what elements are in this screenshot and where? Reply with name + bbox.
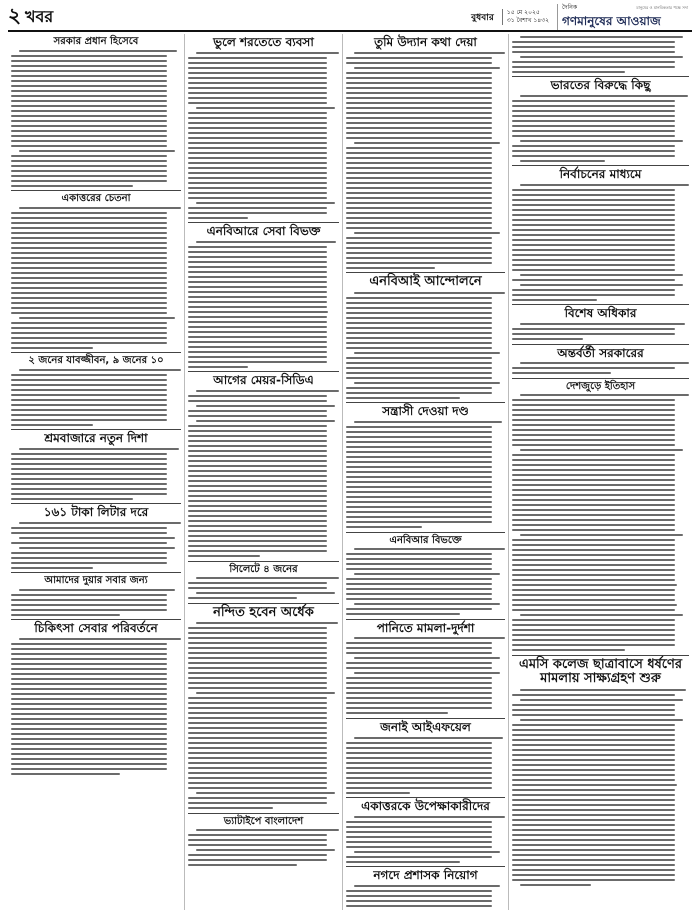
date-block bbox=[128, 4, 557, 30]
article-headline[interactable]: একাত্তরকে উপেক্ষাকারীদের bbox=[361, 799, 490, 814]
section-label bbox=[8, 4, 128, 30]
text-line bbox=[346, 859, 505, 864]
section-name: খবর bbox=[25, 6, 54, 26]
article-headline[interactable]: শ্রমবাজারে নতুন দিশা bbox=[44, 431, 148, 445]
paper-name: গণমানুষের আওয়াজ bbox=[562, 13, 661, 28]
article-body bbox=[346, 50, 505, 270]
text-line bbox=[512, 158, 689, 163]
text-line bbox=[188, 596, 339, 601]
article-body bbox=[188, 50, 339, 220]
text-line bbox=[188, 215, 339, 220]
article bbox=[188, 561, 339, 601]
article-headline[interactable]: আগের মেয়র-সিডিএ bbox=[213, 373, 314, 388]
text-line bbox=[11, 772, 181, 777]
article-headline[interactable]: ভুলে শরতেতে ব্যবসা bbox=[213, 35, 314, 49]
article-body bbox=[346, 290, 505, 400]
article-headline[interactable]: তুমি উদ্যান কথা দেয়া bbox=[374, 35, 477, 49]
article-body bbox=[11, 205, 181, 350]
text-line bbox=[512, 69, 689, 74]
text-line bbox=[512, 297, 689, 302]
text-line bbox=[11, 183, 181, 188]
text-line bbox=[11, 565, 181, 570]
column-1 bbox=[8, 34, 184, 910]
article-divider bbox=[11, 190, 181, 191]
article bbox=[346, 36, 505, 270]
text-line bbox=[512, 337, 689, 342]
article-divider bbox=[346, 797, 505, 798]
article-headline[interactable]: সন্ত্রাসী দেওয়া দণ্ড bbox=[382, 404, 469, 419]
article-body bbox=[512, 687, 689, 887]
text-line bbox=[11, 496, 181, 501]
text-line bbox=[346, 395, 505, 400]
daily-label: দৈনিক bbox=[562, 3, 578, 11]
article bbox=[11, 429, 181, 501]
text-line bbox=[11, 422, 181, 427]
article-divider bbox=[512, 655, 689, 656]
page-number: ২ bbox=[8, 2, 22, 27]
article-headline[interactable]: জনাই আইএফয়েল bbox=[380, 719, 471, 734]
article-body bbox=[188, 576, 339, 601]
article-body bbox=[346, 883, 505, 910]
dates bbox=[502, 9, 549, 25]
article bbox=[11, 619, 181, 776]
article-headline[interactable]: ভারতের বিরুদ্ধে কিছু bbox=[550, 78, 651, 92]
article-body bbox=[512, 322, 689, 342]
article-headline[interactable]: আমাদের দুয়ার সবার জন্য bbox=[44, 575, 148, 587]
text-line bbox=[11, 612, 181, 617]
article-divider bbox=[512, 378, 689, 379]
article-body bbox=[512, 361, 689, 376]
article-headline[interactable]: ২ জনের যাবজ্জীবন, ৯ জনের ১০ bbox=[28, 355, 164, 366]
article bbox=[512, 165, 689, 302]
article-body bbox=[512, 93, 689, 163]
article bbox=[188, 36, 339, 220]
text-line bbox=[188, 863, 339, 868]
text-line bbox=[512, 648, 689, 653]
article-body bbox=[188, 828, 339, 868]
article-body bbox=[11, 446, 181, 501]
article-divider bbox=[11, 572, 181, 573]
article-headline[interactable]: এনবিআই আন্দোলনে bbox=[369, 274, 482, 290]
column-4 bbox=[508, 34, 692, 910]
article-headline[interactable]: পানিতে মামলা-দুর্দশা bbox=[376, 620, 475, 635]
article-body bbox=[346, 547, 505, 617]
text-line bbox=[346, 612, 505, 617]
article bbox=[512, 344, 689, 376]
article-body bbox=[11, 587, 181, 617]
article bbox=[512, 378, 689, 653]
article-body bbox=[11, 637, 181, 777]
article bbox=[512, 304, 689, 341]
article-headline[interactable]: এমসি কলেজ ছাত্রাবাসে ধর্ষণের মামলায় সাক্ষ্যগ্রহণ শুরু bbox=[518, 656, 683, 687]
text-line bbox=[11, 345, 181, 350]
text-line bbox=[188, 806, 339, 811]
article bbox=[346, 272, 505, 400]
article bbox=[188, 603, 339, 811]
article-headline[interactable]: অন্তর্বর্তী সরকারের bbox=[557, 345, 644, 360]
article bbox=[346, 532, 505, 617]
article-divider bbox=[188, 603, 339, 604]
masthead-tagline: মানুষের ও মানবিকতার পক্ষে সদা bbox=[636, 5, 688, 10]
article-body bbox=[512, 34, 689, 74]
article bbox=[346, 718, 505, 795]
article-headline[interactable]: ১৬১ টাকা লিটার দরে bbox=[43, 505, 149, 520]
article-body bbox=[346, 814, 505, 864]
article-columns bbox=[8, 34, 692, 910]
column-3 bbox=[342, 34, 508, 910]
article-body bbox=[346, 420, 505, 530]
text-line bbox=[346, 525, 505, 530]
article-divider bbox=[512, 76, 689, 77]
article bbox=[512, 76, 689, 163]
article-headline[interactable]: বিশেষ অধিকার bbox=[564, 306, 637, 321]
article-divider bbox=[188, 813, 339, 814]
article-body bbox=[188, 389, 339, 559]
article-headline[interactable]: নন্দিত হবেন অর্ধেক bbox=[213, 604, 314, 620]
article-divider bbox=[346, 718, 505, 719]
article-body bbox=[188, 621, 339, 811]
text-line bbox=[512, 882, 689, 887]
text-line bbox=[346, 711, 505, 716]
article-divider bbox=[11, 429, 181, 430]
article-headline[interactable]: সিলেটে ৪ জনের bbox=[229, 563, 298, 575]
article bbox=[346, 866, 505, 910]
article bbox=[512, 655, 689, 888]
article-body bbox=[11, 520, 181, 570]
article bbox=[188, 813, 339, 868]
article-divider bbox=[11, 352, 181, 353]
article-body bbox=[188, 239, 339, 369]
article bbox=[512, 34, 689, 74]
text-line bbox=[346, 790, 505, 795]
article-headline[interactable]: দেশজুড়ে ইতিহাস bbox=[565, 380, 636, 392]
article bbox=[188, 222, 339, 369]
masthead bbox=[8, 4, 692, 32]
article bbox=[11, 352, 181, 427]
article-body bbox=[512, 182, 689, 302]
article-headline[interactable]: নগদে প্রশাসক নিয়োগ bbox=[373, 868, 478, 883]
text-line bbox=[188, 364, 339, 369]
article bbox=[11, 36, 181, 188]
text-line bbox=[188, 554, 339, 559]
article-body bbox=[346, 636, 505, 716]
article-headline[interactable]: সরকার প্রধান হিসেবে bbox=[53, 36, 139, 47]
date-english: ১৫ মে ২০২৫ bbox=[506, 9, 540, 16]
article bbox=[11, 572, 181, 617]
article-body bbox=[11, 367, 181, 427]
article-body bbox=[512, 393, 689, 653]
article bbox=[188, 371, 339, 558]
article-headline[interactable]: একাত্তরের চেতনা bbox=[61, 193, 131, 204]
article bbox=[11, 503, 181, 570]
article-divider bbox=[188, 561, 339, 562]
article-divider bbox=[346, 532, 505, 533]
article-headline[interactable]: এনবিআরে সেবা বিভক্ত bbox=[206, 224, 321, 239]
article-headline[interactable]: নির্বাচনের মাধ্যমে bbox=[559, 167, 642, 182]
article bbox=[346, 402, 505, 529]
date-bangla: ৩১ বৈশাখ ১৪৩২ bbox=[506, 17, 549, 24]
article-headline[interactable]: এনবিআর বিভক্তে bbox=[389, 534, 462, 546]
article-headline[interactable]: চিকিৎসা সেবার পরিবর্তনে bbox=[34, 621, 158, 636]
article-headline[interactable]: ভ্যাটাইপে বাংলাদেশ bbox=[223, 815, 304, 827]
text-line bbox=[346, 265, 505, 270]
article bbox=[346, 619, 505, 716]
article bbox=[11, 190, 181, 350]
article-body bbox=[11, 48, 181, 188]
article-divider bbox=[346, 619, 505, 620]
article bbox=[346, 797, 505, 864]
article-body bbox=[346, 735, 505, 795]
article-divider bbox=[512, 344, 689, 345]
day-label: বুধবার bbox=[471, 12, 494, 23]
text-line bbox=[512, 371, 689, 376]
column-2 bbox=[184, 34, 342, 910]
